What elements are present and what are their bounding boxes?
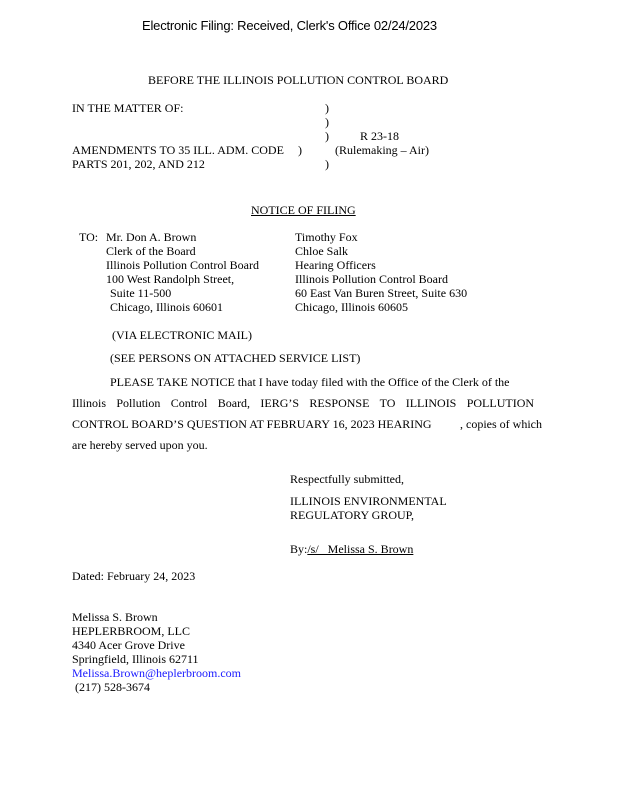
org-name-line-2: REGULATORY GROUP, [290,508,415,522]
via-electronic-mail: (VIA ELECTRONIC MAIL) [112,328,252,342]
notice-body-line-3b: , copies of which [460,417,542,431]
attorney-address-2: Springfield, Illinois 62711 [72,652,199,666]
amendments-line-2: PARTS 201, 202, AND 212 [72,157,205,171]
caption-paren: ) [325,129,329,143]
recipient-left-line: Illinois Pollution Control Board [106,258,260,272]
see-persons-note: (SEE PERSONS ON ATTACHED SERVICE LIST) [110,351,361,365]
recipient-right-line: 60 East Van Buren Street, Suite 630 [295,286,468,300]
signature-line [290,542,455,556]
recipient-left-line: Chicago, Illinois 60601 [110,300,223,314]
caption-paren: ) [325,101,329,115]
recipient-right-line: Illinois Pollution Control Board [295,272,449,286]
attorney-phone: (217) 528-3674 [75,680,150,694]
in-the-matter-label: IN THE MATTER OF: [72,101,184,115]
recipient-right-block [295,230,467,314]
attorney-name: Melissa S. Brown [72,610,158,624]
caption-paren: ) [325,157,329,171]
notice-body-line-4: are hereby served upon you. [72,438,208,452]
notice-body-line-1: PLEASE TAKE NOTICE that I have today filed with the Office of the Clerk of the [110,375,510,389]
caption-paren: ) [298,143,302,157]
electronic-signature: /s/ Melissa S. Brown [307,542,414,556]
notice-body-line-2: Illinois Pollution Control Board, IERG’S RESPONSE TO ILLINOIS POLLUTION [72,396,535,410]
dated-line: Dated: February 24, 2023 [72,569,196,583]
recipient-left-line: Mr. Don A. Brown [106,230,197,244]
by-label: By: [290,542,308,556]
notice-body-line-3a: CONTROL BOARD’S QUESTION AT FEBRUARY 16, 2023 HEARING [72,417,432,431]
docket-number: R 23-18 [360,129,399,143]
recipient-right-line: Timothy Fox [295,230,358,244]
respectfully-submitted: Respectfully submitted, [290,472,404,486]
recipient-left-block [106,230,259,314]
recipient-right-line: Chloe Salk [295,244,348,258]
board-header: BEFORE THE ILLINOIS POLLUTION CONTROL BOARD [148,73,449,87]
amendments-line-1: AMENDMENTS TO 35 ILL. ADM. CODE [72,143,284,157]
notice-title: NOTICE OF FILING [251,203,356,217]
attorney-address-1: 4340 Acer Grove Drive [72,638,185,652]
recipient-left-line: 100 West Randolph Street, [106,272,235,286]
rulemaking-type: (Rulemaking – Air) [335,143,429,157]
recipient-right-line: Chicago, Illinois 60605 [295,300,408,314]
attorney-block [72,610,241,694]
filing-stamp: Electronic Filing: Received, Clerk's Office 02/24/2023 [142,18,437,33]
attorney-email-link[interactable]: Melissa.Brown@heplerbroom.com [72,666,242,680]
recipient-left-line: Clerk of the Board [106,244,196,258]
to-label: TO: [79,230,99,244]
recipient-left-line: Suite 11-500 [110,286,172,300]
caption-paren: ) [325,115,329,129]
attorney-firm: HEPLERBROOM, LLC [72,624,191,638]
recipient-right-line: Hearing Officers [295,258,376,272]
org-name-line-1: ILLINOIS ENVIRONMENTAL [290,494,447,508]
